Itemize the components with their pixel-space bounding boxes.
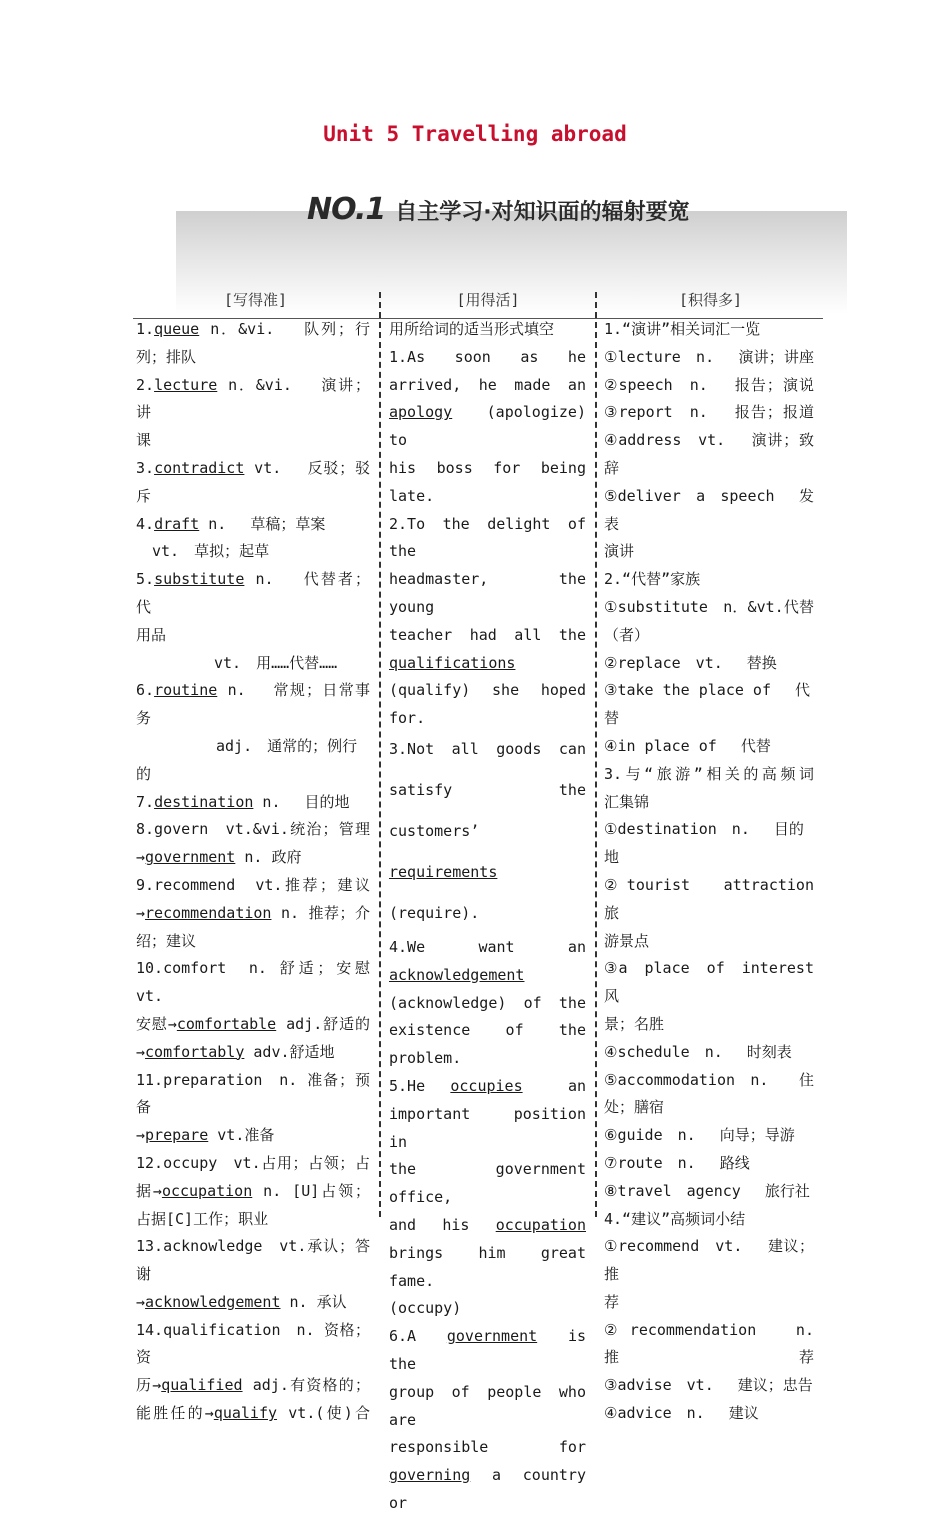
list-item: ①recommend vt. 建议；推 [604,1237,814,1284]
list-item: 景；名胜 [604,1014,665,1033]
list-item: 课 [136,431,152,450]
list-item: 占据[C]工作；职业 [136,1209,269,1228]
list-item: (qualify) she hoped [389,681,586,700]
list-item: problem. [389,1049,462,1068]
list-item: 1.queue n．&vi. 队列；行 [136,320,370,338]
list-item: ⑥guide n. 向导；导游 [604,1126,795,1145]
list-item: his boss for being [389,458,586,477]
list-item: ④address vt. 演讲；致辞 [604,431,814,477]
list-item: ⑤accommodation n. 住 [604,1070,814,1089]
list-item: 12.occupy vt.占用；占领；占 [136,1153,370,1172]
list-item: 用品 [136,625,167,644]
list-item: (acknowledge) of the [389,993,586,1012]
list-item: ①substitute n．&vt.代替 [604,597,814,616]
list-item: ④schedule n. 时刻表 [604,1042,792,1061]
exercise-instruction: 用所给词的适当形式填空 [389,320,555,338]
list-item: →government n. 政府 [136,848,302,867]
list-item: (occupy) [389,1299,462,1318]
list-item: ②speech n. 报告；演说 [604,375,814,394]
list-item: requirements [389,862,498,881]
list-item: (require). [389,903,480,922]
exercise-column [389,316,602,1518]
list-item: qualifications [389,653,516,672]
list-item: brings him great fame. [389,1243,602,1290]
banner-heading [307,192,690,227]
list-item: satisfy the customers’ [389,780,602,840]
summary-column [604,316,839,1428]
column-divider-left [379,292,381,1217]
list-item: ②replace vt. 替换 [604,653,777,672]
unit-title: Unit 5 Travelling abroad [323,122,627,146]
list-item: 3.contradict vt. 反驳；驳斥 [136,458,370,505]
vocab-column [136,316,386,1428]
list-item: ②recommendation n. 推荐 [604,1320,839,1367]
list-item: ④in place of 代替 [604,736,771,755]
list-item: teacher had all the [389,625,586,644]
list-item: 9.recommend vt.推荐；建议 [136,875,370,894]
list-item: acknowledgement [389,965,525,984]
middle-column-header: [用得活] [456,291,520,309]
list-item: 6.routine n. 常规；日常事务 [136,681,370,728]
list-item: 据→occupation n. [U]占领； [136,1181,370,1200]
list-item: →recommendation n. 推荐；介 [136,903,370,922]
list-item: ③take the place of 代替 [604,681,811,728]
list-item: group of people who are [389,1382,602,1429]
list-item: ①destination n. 目的地 [604,820,804,867]
list-item: 4.“建议”高频词小结 [604,1209,746,1228]
list-item: →prepare vt.准备 [136,1126,275,1145]
list-item: governing a country or [389,1466,602,1512]
list-item: the government office, [389,1160,602,1207]
list-item: →comfortably adv.舒适地 [136,1042,335,1061]
list-item: 的 [136,764,152,783]
list-item: vt. 用……代替…… [214,653,338,672]
list-item: important position in [389,1104,602,1151]
list-item: 6.A government is the [389,1327,602,1373]
list-item: 10.comfort n. 舒适；安慰 vt. [136,959,386,1006]
list-item: ③a place of interest 风 [604,959,839,1006]
list-item: 能胜任的→qualify vt.(使)合 [136,1404,370,1423]
left-column-header: [写得准] [223,291,288,309]
list-item: and his occupation [389,1215,586,1234]
list-item: 演讲 [604,542,635,561]
list-item: 2.lecture n．&vi. 演讲；讲 [136,375,370,422]
list-item: 历→qualified adj.有资格的； [136,1376,370,1395]
list-item: 14.qualification n. 资格；资 [136,1320,370,1367]
list-item: 5.He occupies an [389,1076,587,1095]
list-item: for. [389,709,426,728]
list-item: ③advise vt. 建议；忠告 [604,1376,813,1395]
list-item: 5.substitute n. 代替者；代 [136,570,370,616]
column-divider-right [595,292,597,1217]
list-item: 1.As soon as he [389,347,586,366]
list-item: ③report n. 报告；报道 [604,403,814,422]
list-item: headmaster, the young [389,570,602,616]
list-item: ②tourist attraction 旅 [604,875,839,922]
list-item: →acknowledgement n. 承认 [136,1292,347,1311]
list-item: 4.We want an [389,937,586,956]
list-item: 游景点 [604,931,650,950]
list-item: 8.govern vt.&vi.统治；管理 [136,820,370,839]
list-item: （者） [604,625,650,644]
section-title: 自主学习·对知识面的辐射要宽 [395,200,690,225]
list-item: ④advice n. 建议 [604,1404,759,1423]
list-item: 7.destination n. 目的地 [136,792,350,811]
list-item: adj. 通常的；例行 [216,736,358,755]
list-item: 安慰→comfortable adj.舒适的 [136,1014,371,1033]
list-item: 3.与“旅游”相关的高频词 [604,764,814,783]
list-item: arrived, he made an [389,375,586,394]
list-item: vt. 草拟；起草 [152,542,270,561]
list-item: apology (apologize) to [389,403,602,450]
list-item: 荐 [604,1292,620,1311]
list-item: late. [389,486,435,505]
list-item: 列；排队 [136,347,197,366]
list-item: ①lecture n. 演讲；讲座 [604,347,814,366]
list-item: responsible for [389,1438,586,1457]
list-item: 13.acknowledge vt.承认；答谢 [136,1237,370,1284]
list-item: 绍；建议 [136,931,197,950]
list-item: 3.Not all goods can [389,739,586,758]
list-item: 处；膳宿 [604,1098,665,1117]
list-item: 4.draft n. 草稿；草案 [136,514,326,533]
section-badge: NO.1 [307,192,386,227]
list-item: 2.To the delight of the [389,514,586,561]
list-item: 11.preparation n. 准备；预备 [136,1070,370,1117]
list-item: ⑦route n. 路线 [604,1153,750,1172]
list-item: 汇集锦 [604,792,650,811]
list-item: ⑧travel agency 旅行社 [604,1181,810,1200]
list-item: ⑤deliver a speech 发表 [604,486,814,533]
list-item: 1.“演讲”相关词汇一览 [604,320,761,338]
list-item: 2.“代替”家族 [604,570,701,589]
list-item: existence of the [389,1021,586,1040]
right-column-header: [积得多] [678,291,743,309]
